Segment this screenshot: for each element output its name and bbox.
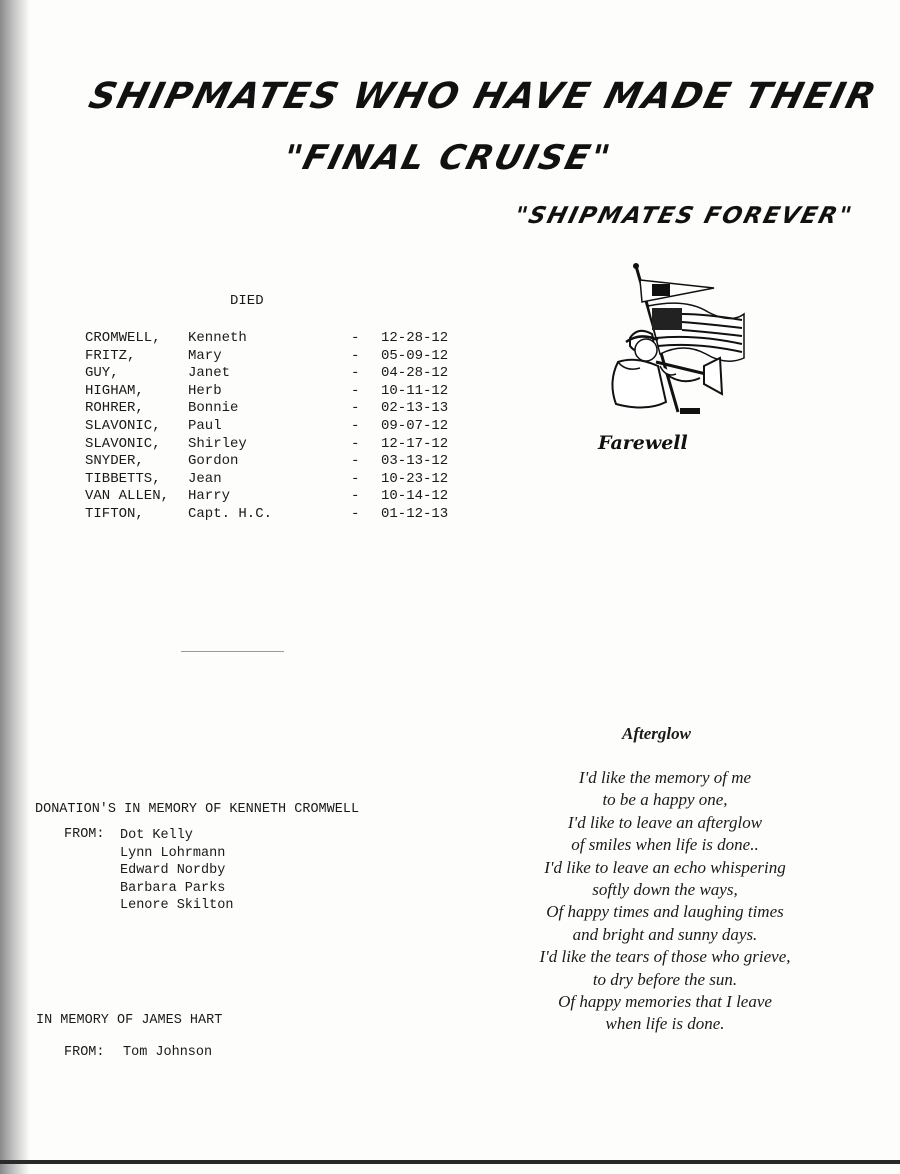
death-last-name: VAN ALLEN, [85,488,170,505]
donations-names [120,827,233,915]
death-date: 10-11-12 [381,382,449,399]
death-date: 10-23-12 [381,470,449,487]
death-first-name: Jean [188,470,222,487]
poem-line: Of happy memories that I leave [558,992,772,1012]
death-entry [85,436,485,454]
death-first-name: Capt. H.C. [188,505,273,522]
death-first-name: Bonnie [188,400,239,417]
death-date: 12-28-12 [381,330,449,346]
page-subtitle: "SHIPMATES FOREVER" [511,203,856,229]
emblem-caption: Farewell [598,432,688,454]
death-last-name: CROMWELL, [85,330,161,346]
poem-line: to be a happy one, [602,790,728,810]
death-first-name: Janet [188,365,231,382]
memory-from-label: FROM: [64,1045,105,1060]
poem-line: when life is done. [605,1014,725,1034]
deaths-list [85,330,485,524]
page-bottom-rule [0,1160,900,1164]
donor-name: Lynn Lohrmann [120,845,226,861]
death-entry [85,506,485,524]
sailor-bugler-flag-icon [596,262,746,432]
death-date: 02-13-13 [381,400,449,417]
donor-name: Dot Kelly [120,828,193,843]
death-entry [85,365,485,383]
death-entry [85,330,485,348]
death-first-name: Paul [188,417,222,434]
donations-from-label: FROM: [64,827,105,842]
page-title-line-1: SHIPMATES WHO HAVE MADE THEIR [84,76,882,117]
poem-line: to dry before the sun. [592,969,738,989]
divider [181,651,284,652]
memory-heading: IN MEMORY OF JAMES HART [36,1013,223,1028]
page-title-line-2: "FINAL CRUISE" [279,138,616,178]
death-entry [85,348,485,366]
death-last-name: TIFTON, [85,505,144,522]
death-first-name: Kenneth [188,330,247,346]
death-date: 04-28-12 [381,365,449,382]
death-first-name: Shirley [188,435,247,452]
death-last-name: SLAVONIC, [85,417,161,434]
death-dash: - [351,470,360,487]
death-date: 12-17-12 [381,435,449,452]
donor-name: Barbara Parks [120,880,226,896]
poem-line: I'd like to leave an echo whispering [544,857,786,877]
death-date: 09-07-12 [381,417,449,434]
poem-line: softly down the ways, [592,880,738,900]
death-last-name: HIGHAM, [85,382,144,399]
death-dash: - [351,330,360,346]
death-entry [85,400,485,418]
donor-name: Lenore Skilton [120,898,234,914]
death-dash: - [351,417,360,434]
poem-line: I'd like the memory of me [578,768,752,787]
death-first-name: Herb [188,382,222,399]
poem-line: Of happy times and laughing times [546,902,784,922]
death-first-name: Harry [188,488,231,505]
donor-name: Tom Johnson [123,1045,213,1060]
poem-line: and bright and sunny days. [572,924,758,944]
death-dash: - [351,400,360,417]
death-dash: - [351,505,360,522]
death-entry [85,488,485,506]
death-entry [85,418,485,436]
death-last-name: TIBBETTS, [85,470,161,487]
poem-title: Afterglow [622,724,691,743]
memory-names [123,1045,212,1060]
poem-body [500,767,830,1036]
death-entry [85,383,485,401]
death-date: 10-14-12 [381,488,449,505]
poem-line: I'd like to leave an afterglow [567,812,763,832]
death-last-name: FRITZ, [85,347,136,364]
death-date: 03-13-12 [381,453,449,470]
poem-line: of smiles when life is done.. [571,835,759,855]
death-last-name: ROHRER, [85,400,144,417]
death-dash: - [351,365,360,382]
death-last-name: GUY, [85,365,119,382]
death-dash: - [351,453,360,470]
death-date: 01-12-13 [381,505,449,522]
death-entry [85,471,485,489]
donor-name: Edward Nordby [120,863,226,879]
death-dash: - [351,382,360,399]
death-dash: - [351,347,360,364]
death-first-name: Mary [188,347,222,364]
death-dash: - [351,488,360,505]
death-last-name: SNYDER, [85,453,144,470]
donations-heading: DONATION'S IN MEMORY OF KENNETH CROMWELL [35,802,360,817]
death-first-name: Gordon [188,453,239,470]
death-date: 05-09-12 [381,347,449,364]
binding-shadow [0,0,30,1174]
death-dash: - [351,435,360,452]
died-heading: DIED [230,293,264,309]
poem-line: I'd like the tears of those who grieve, [539,947,791,967]
death-last-name: SLAVONIC, [85,435,161,452]
death-entry [85,453,485,471]
